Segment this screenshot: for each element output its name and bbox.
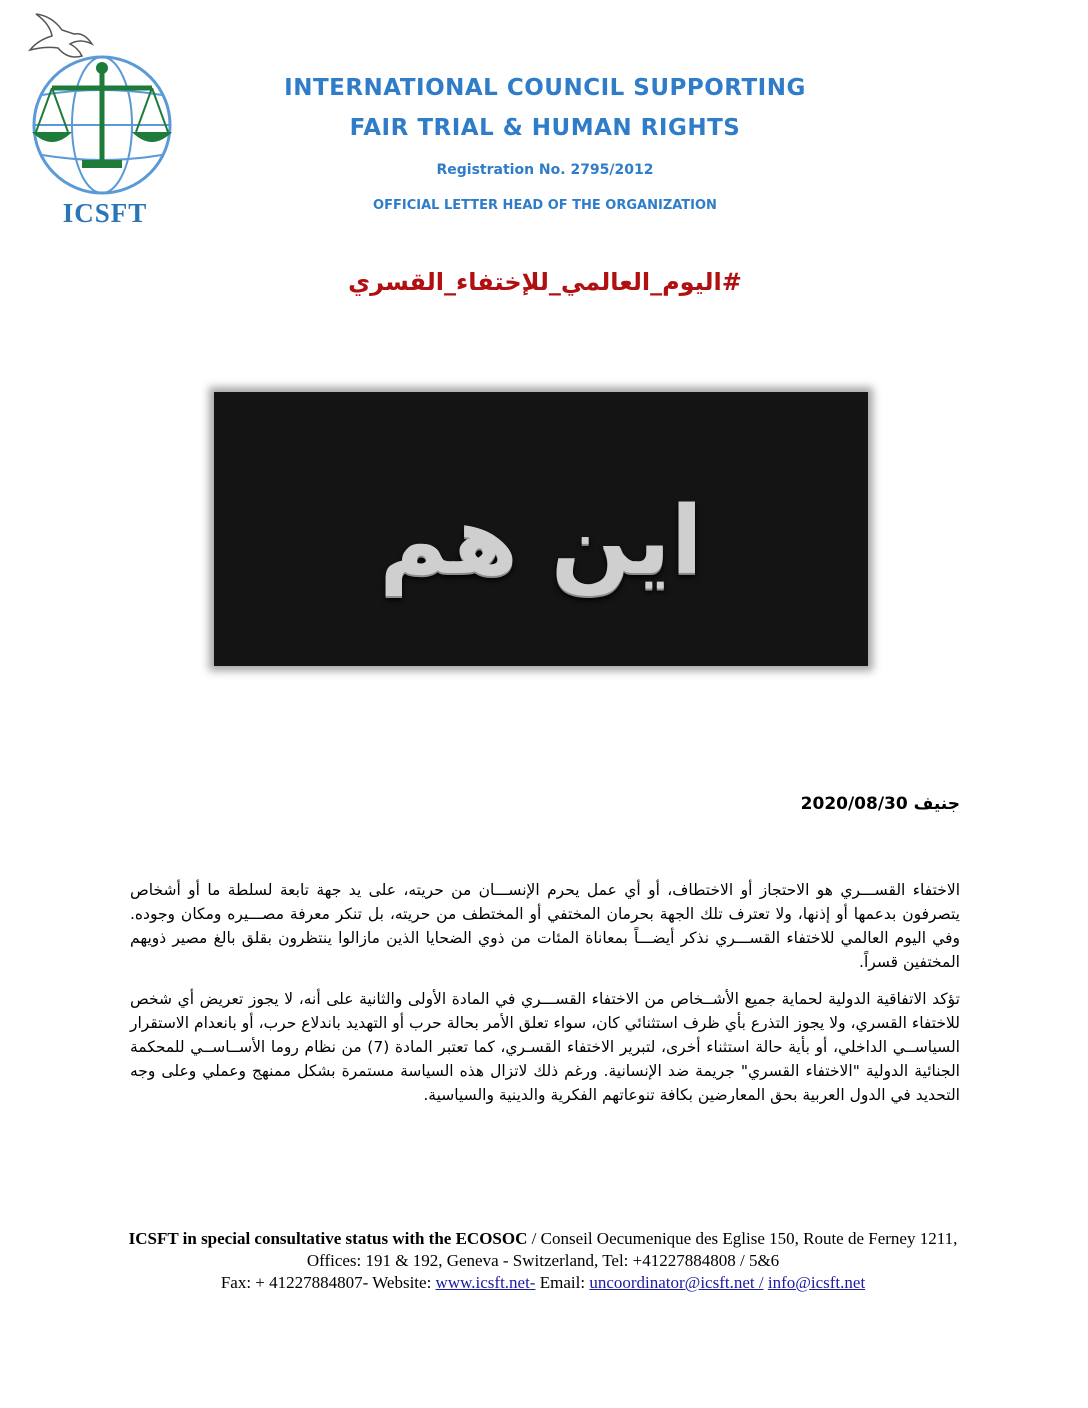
scales-globe-icon (22, 10, 182, 200)
icsft-logo (22, 10, 182, 230)
hashtag-title: #اليوم_العالمي_للإختفاء_القسري (348, 268, 742, 296)
paragraph-2: تؤكد الاتفاقية الدولية لحماية جميع الأشــخاص من الاختفاء القســـري في المادة الأولى والثانية على أنه، لا يجوز تعريض أي شخص للاختفاء القسري، ولا يجوز التذرع بأي ظرف استثنائي كان، سواء تعلق الأمر بحالة حرب أو التهديد باندلاع حرب، أو بانعدام الاستقرار السياســي الداخلي، أو بأية حالة استثناء أخرى، لتبرير الاختفاء القسـري، كما تعتبر المادة (7) من نظام روما الأســاســي للمحكمة الجنائية الدولية "الاختفاء القسري" جريمة ضد الإنسانية. ورغم ذلك لاتزال هذه السياسة مستمرة بشكل ممنهج وعملي وعلى وجه التحديد في الدول العربية بحق المعارضين بكافة تنوعاتهم الفكرية والدينية والسياسية. (130, 990, 960, 1104)
logo-text: ICSFT (62, 198, 148, 228)
email-link-coordinator[interactable]: uncoordinator@icsft.net / (589, 1273, 764, 1292)
letter-footer (118, 1228, 968, 1294)
website-link[interactable]: www.icsft.net- (435, 1273, 536, 1292)
email-link-info[interactable]: info@icsft.net (767, 1273, 866, 1292)
org-name-line1: INTERNATIONAL COUNCIL SUPPORTING (284, 75, 806, 101)
letterhead (200, 68, 890, 213)
official-letterhead-label: OFFICIAL LETTER HEAD OF THE ORGANIZATION (373, 198, 717, 213)
address: / Conseil Oecumenique des Eglise 150, Route de Ferney 1211, Offices: 191 & 192, Geneva - Switzerland, Tel: +41227884808 / 5&6 (306, 1229, 958, 1270)
place-date: جنيف 2020/08/30 (800, 794, 960, 814)
paragraph-1: الاختفاء القســـري هو الاحتجاز أو الاختطاف، أو أي عمل يحرم الإنســـان من حريته، على يد جهة تابعة لسلطة ما أو أشخاص يتصرفون بدعمها أو إذنها، ولا تعترف تلك الجهة بحرمان المختفي أو المختطف من حريته، بل تنكر معرفة مصـــيره ومكان وجوده. وفي اليوم العالمي للاختفاء القســـري نذكر أيضـــاً بمعاناة المئات من ذوي الضحايا الذين مازالوا ينتظرون بقلق بالغ مصير ذويهم المختفين قسراً. (130, 881, 960, 971)
letter-body (130, 878, 960, 1120)
fax-label: Fax: + 41227884807- Website: (220, 1273, 436, 1292)
email-label: Email: (535, 1273, 590, 1292)
registration-number: Registration No. 2795/2012 (436, 162, 654, 178)
ecosoc-status: ICSFT in special consultative status with the ECOSOC (128, 1229, 528, 1248)
org-name-line2: FAIR TRIAL & HUMAN RIGHTS (349, 115, 741, 141)
banner-text: اين هم (379, 487, 703, 596)
where-are-they-image (214, 392, 868, 666)
